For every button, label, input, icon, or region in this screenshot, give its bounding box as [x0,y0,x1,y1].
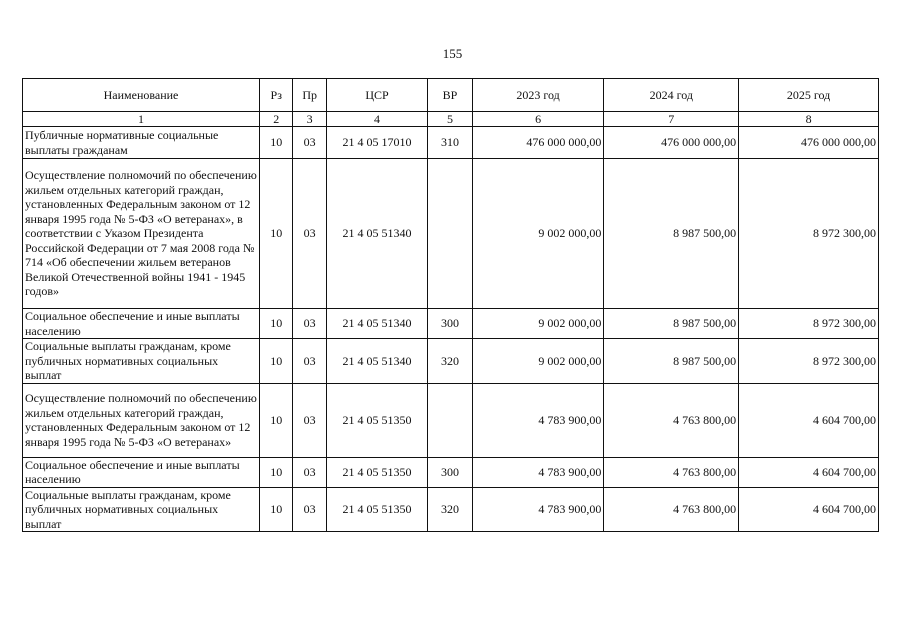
cell-pr: 03 [293,487,326,532]
cell-2024: 476 000 000,00 [604,127,739,159]
header-pr: Пр [293,79,326,112]
cell-pr: 03 [293,159,326,309]
column-number: 7 [604,112,739,127]
header-2023: 2023 год [472,79,604,112]
cell-2024: 4 763 800,00 [604,457,739,487]
cell-rz: 10 [260,127,293,159]
cell-2025: 4 604 700,00 [739,487,879,532]
table-header [23,79,879,112]
cell-name: Осуществление полномочий по обеспечению жильем отдельных категорий граждан, установленных Федеральным законом от 12 января 1995 года № 5-ФЗ «О ветеранах», в соответствии с Указом Президента Российской Федерации от 7 мая 2008 года № 714 «Об обеспечении жильем ветеранов Великой Отечественной войны 1941 - 1945 годов» [23,159,260,309]
header-name: Наименование [23,79,260,112]
cell-2023: 4 783 900,00 [472,487,604,532]
header-rz: Рз [260,79,293,112]
cell-2024: 8 987 500,00 [604,309,739,339]
column-number: 6 [472,112,604,127]
cell-name: Социальные выплаты гражданам, кроме публичных нормативных социальных выплат [23,339,260,384]
cell-2023: 476 000 000,00 [472,127,604,159]
cell-2025: 476 000 000,00 [739,127,879,159]
header-2024: 2024 год [604,79,739,112]
column-number: 2 [260,112,293,127]
cell-2023: 9 002 000,00 [472,159,604,309]
cell-rz: 10 [260,309,293,339]
cell-pr: 03 [293,383,326,457]
table-row [23,487,879,532]
column-numbers-row [23,112,879,127]
table-row [23,457,879,487]
cell-2023: 4 783 900,00 [472,383,604,457]
cell-2024: 8 987 500,00 [604,159,739,309]
table-row [23,383,879,457]
cell-2025: 4 604 700,00 [739,457,879,487]
cell-csr: 21 4 05 51350 [326,487,427,532]
cell-rz: 10 [260,159,293,309]
cell-rz: 10 [260,383,293,457]
cell-2024: 4 763 800,00 [604,383,739,457]
cell-2024: 4 763 800,00 [604,487,739,532]
cell-vr: 310 [428,127,473,159]
cell-name: Осуществление полномочий по обеспечению жильем отдельных категорий граждан, установленных Федеральным законом от 12 января 1995 года № 5-ФЗ «О ветеранах» [23,383,260,457]
cell-2025: 8 972 300,00 [739,339,879,384]
cell-rz: 10 [260,339,293,384]
cell-csr: 21 4 05 51340 [326,339,427,384]
cell-vr: 300 [428,457,473,487]
table-row [23,339,879,384]
cell-csr: 21 4 05 17010 [326,127,427,159]
cell-2023: 4 783 900,00 [472,457,604,487]
cell-csr: 21 4 05 51340 [326,309,427,339]
cell-2025: 4 604 700,00 [739,383,879,457]
column-number: 5 [428,112,473,127]
cell-pr: 03 [293,339,326,384]
cell-pr: 03 [293,309,326,339]
cell-csr: 21 4 05 51340 [326,159,427,309]
cell-2025: 8 972 300,00 [739,159,879,309]
header-row [23,79,879,112]
cell-name: Публичные нормативные социальные выплаты гражданам [23,127,260,159]
column-number: 1 [23,112,260,127]
page-number: 155 [442,46,463,61]
cell-2024: 8 987 500,00 [604,339,739,384]
cell-2023: 9 002 000,00 [472,309,604,339]
cell-name: Социальное обеспечение и иные выплаты населению [23,457,260,487]
header-2025: 2025 год [739,79,879,112]
table-row [23,309,879,339]
cell-csr: 21 4 05 51350 [326,383,427,457]
cell-vr [428,383,473,457]
cell-pr: 03 [293,457,326,487]
cell-2025: 8 972 300,00 [739,309,879,339]
cell-vr [428,159,473,309]
column-number: 8 [739,112,879,127]
cell-vr: 300 [428,309,473,339]
header-csr: ЦСР [326,79,427,112]
table-row [23,127,879,159]
table-body [23,112,879,532]
budget-table [22,78,879,532]
cell-rz: 10 [260,487,293,532]
header-vr: ВР [428,79,473,112]
cell-vr: 320 [428,487,473,532]
column-number: 3 [293,112,326,127]
cell-2023: 9 002 000,00 [472,339,604,384]
column-number: 4 [326,112,427,127]
cell-pr: 03 [293,127,326,159]
cell-name: Социальные выплаты гражданам, кроме публичных нормативных социальных выплат [23,487,260,532]
cell-name: Социальное обеспечение и иные выплаты населению [23,309,260,339]
table-row [23,159,879,309]
cell-rz: 10 [260,457,293,487]
cell-csr: 21 4 05 51350 [326,457,427,487]
cell-vr: 320 [428,339,473,384]
